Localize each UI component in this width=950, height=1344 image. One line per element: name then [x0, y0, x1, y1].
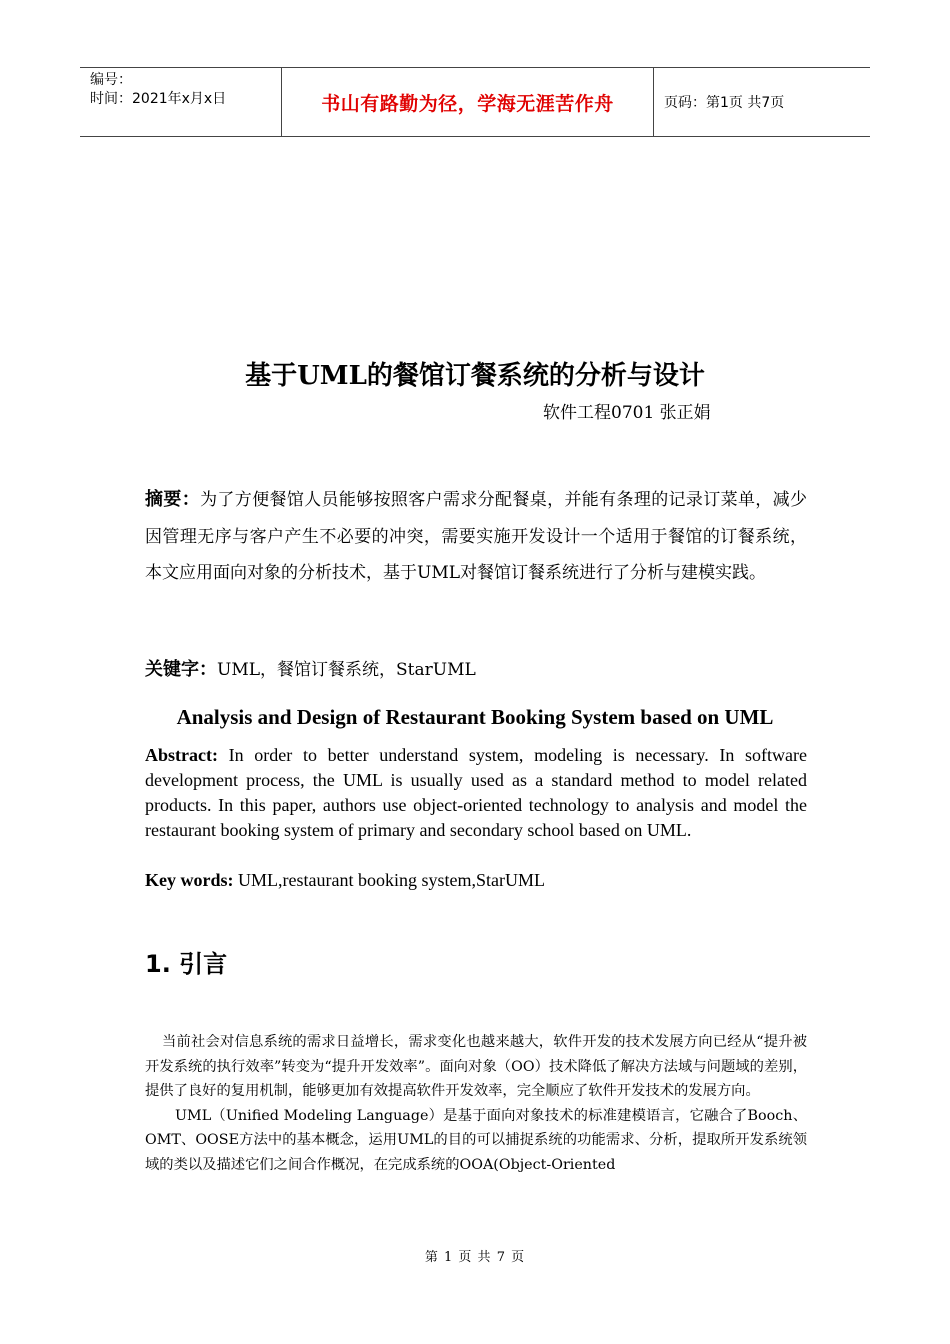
keywords-en-text: UML,restaurant booking system,StarUML [233, 870, 545, 890]
abstract-en-text: In order to better understand system, modeling is necessary. In software development process, the UML is usually used as a standard method to model related products. In this paper, authors use object-oriented technology to analysis and model the restaurant booking system of primary and secondary school based on UML. [145, 745, 807, 840]
keywords-cn [145, 652, 807, 688]
paper-title: 基于UML的餐馆订餐系统的分析与设计 [245, 361, 705, 391]
section-heading: 1. 引言 [145, 950, 228, 978]
body-paragraph: UML（Unified Modeling Language）是基于面向对象技术的标准建模语言，它融合了Booch、OMT、OOSE方法中的基本概念，运用UML的目的可以捕捉系统的功能需求、分析，提取所开发系统领域的类以及描述它们之间合作概况，在完成系统的OOA(Object-Oriented [145, 1107, 807, 1173]
keywords-en [145, 868, 807, 893]
abstract-cn-text: 为了方便餐馆人员能够按照客户需求分配餐桌，并能有条理的记录订菜单，减少因管理无序与客户产生不必要的冲突，需要实施开发设计一个适用于餐馆的订餐系统，本文应用面向对象的分析技术，基于UML对餐馆订餐系统进行了分析与建模实践。 [145, 490, 808, 583]
keywords-en-label: Key words: [145, 870, 234, 890]
header-motto-cell [281, 68, 654, 136]
header-motto: 书山有路勤为径，学海无涯苦作舟 [321, 92, 614, 115]
header-table [80, 67, 870, 137]
page-footer: 第 1 页 共 7 页 [424, 1250, 526, 1265]
paper-title-en: Analysis and Design of Restaurant Booking System based on UML [176, 705, 774, 729]
keywords-cn-label: 关键字： [145, 659, 217, 680]
header-number-label: 编号： [90, 72, 132, 88]
body-paragraph: 当前社会对信息系统的需求日益增长，需求变化也越来越大，软件开发的技术发展方向已经从“提升被开发系统的执行效率”转变为“提升开发效率”。面向对象（OO）技术降低了解决方法域与问题域的差别，提供了良好的复用机制，能够更加有效提高软件开发效率，完全顺应了软件开发技术的发展方向。 [145, 1034, 807, 1099]
abstract-cn [145, 482, 807, 592]
abstract-en-label: Abstract: [145, 745, 218, 765]
keywords-cn-text: UML，餐馆订餐系统，StarUML [217, 660, 476, 680]
paper-author: 软件工程0701 张正娟 [543, 403, 711, 423]
abstract-en [145, 743, 807, 843]
header-page-info: 页码：第1页 共7页 [664, 95, 785, 111]
header-date-label: 时间：2021年x月x日 [90, 91, 227, 107]
header-left-cell [80, 68, 281, 136]
body-text [145, 1030, 807, 1177]
abstract-cn-label: 摘要： [145, 489, 201, 510]
